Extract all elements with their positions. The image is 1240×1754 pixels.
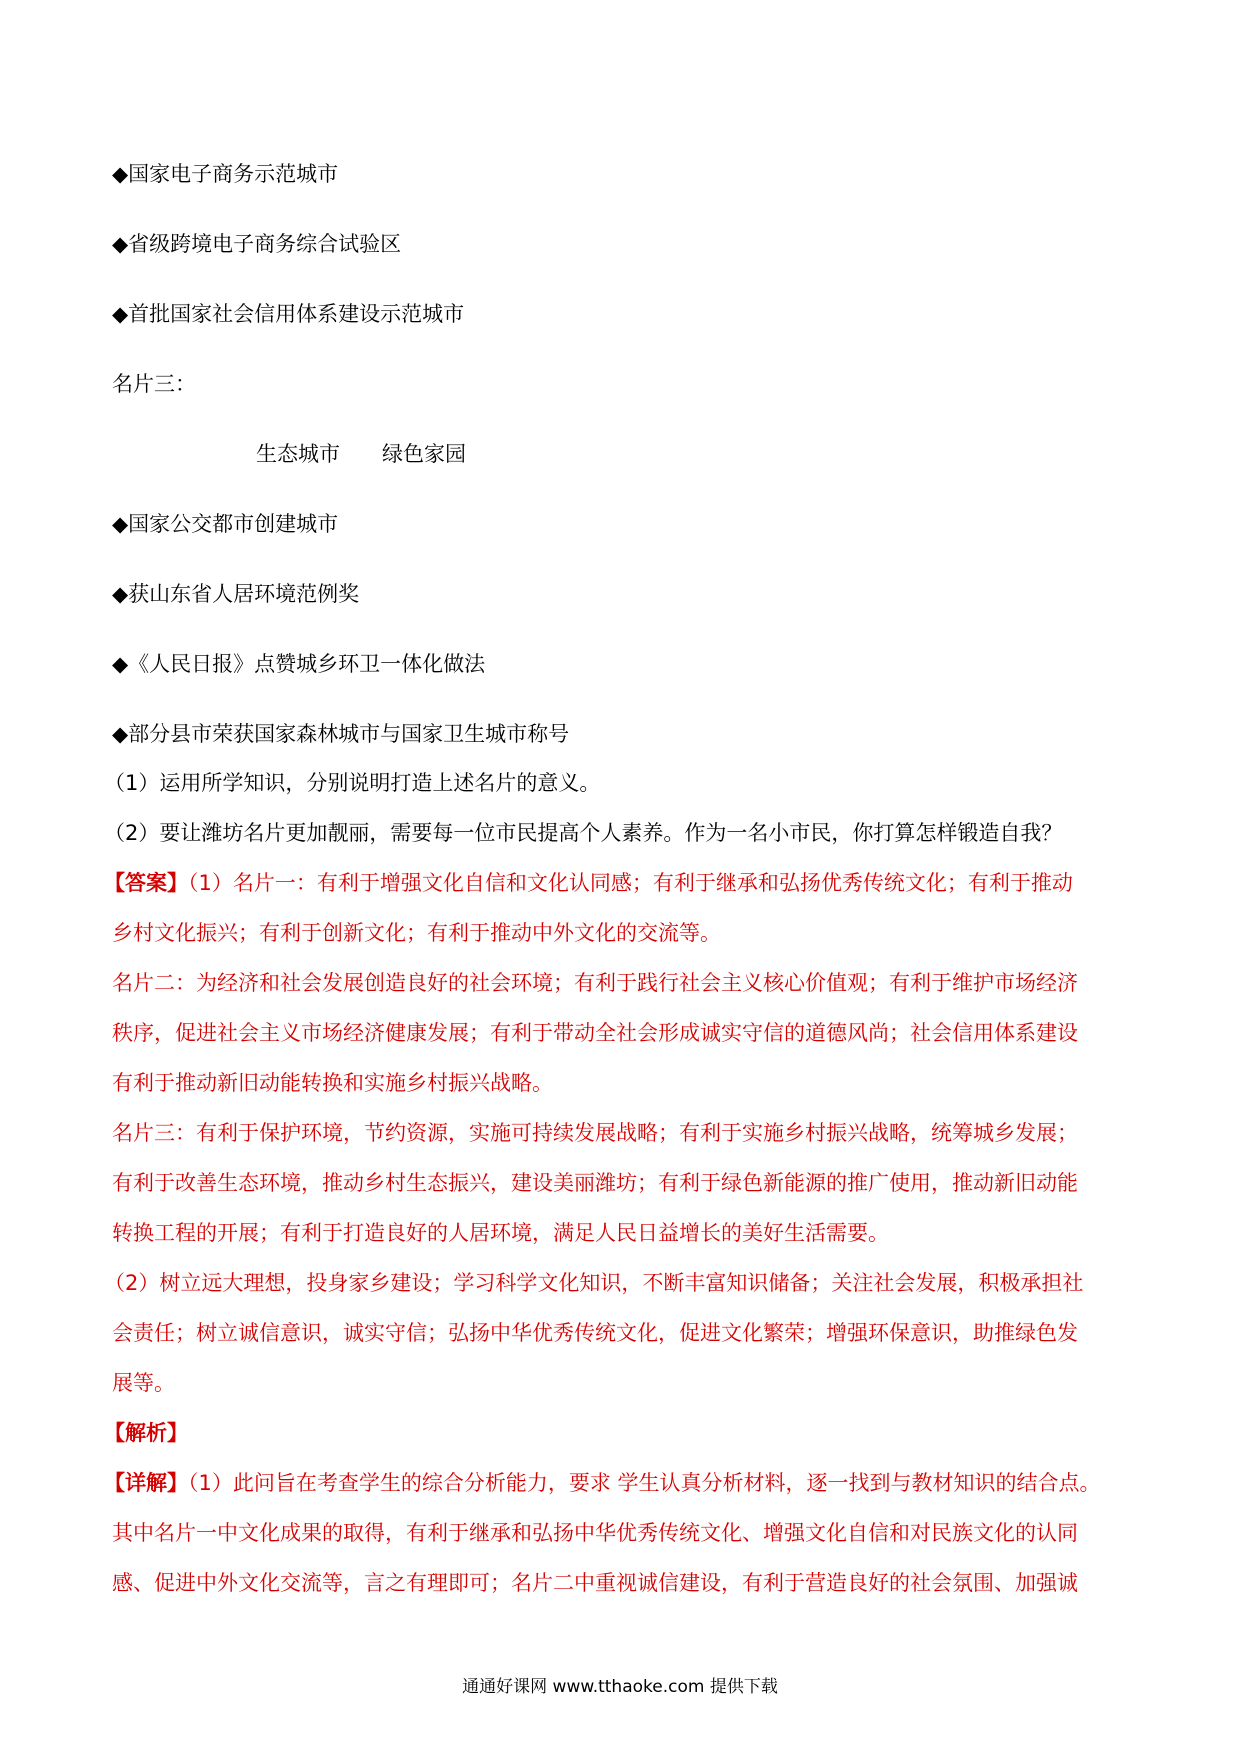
- list-item: ◆国家电子商务示范城市: [112, 162, 339, 186]
- answer-line-5: 有利于推动新旧动能转换和实施乡村振兴战略。: [112, 1071, 553, 1095]
- question-1: （1）运用所学知识，分别说明打造上述名片的意义。: [104, 771, 601, 795]
- analysis-tag: 【解析】: [104, 1421, 188, 1445]
- detail-tag: 【详解】: [104, 1471, 188, 1495]
- answer-line-3: 名片二：为经济和社会发展创造良好的社会环境；有利于践行社会主义核心价值观；有利于维护市场经济: [112, 971, 1078, 995]
- list-item: ◆国家公交都市创建城市: [112, 512, 339, 536]
- card3-slogan: 生态城市 绿色家园: [256, 442, 466, 466]
- answer-line-1: 【答案】（1）名片一：有利于增强文化自信和文化认同感；有利于继承和弘扬优秀传统文化；有利于推动: [104, 871, 1073, 895]
- detail-line-1: 【详解】（1）此问旨在考查学生的综合分析能力，要求 学生认真分析材料，逐一找到与教材知识的结合点。: [104, 1471, 1101, 1495]
- answer-tag: 【答案】: [104, 871, 188, 895]
- card3-label: 名片三：: [112, 372, 196, 396]
- list-item: ◆获山东省人居环境范例奖: [112, 582, 360, 606]
- detail-line-3: 感、促进中外文化交流等，言之有理即可；名片二中重视诚信建设，有利于营造良好的社会氛围、加强诚: [112, 1571, 1078, 1595]
- detail-line-2: 其中名片一中文化成果的取得，有利于继承和弘扬中华优秀传统文化、增强文化自信和对民族文化的认同: [112, 1521, 1078, 1545]
- list-item: ◆部分县市荣获国家森林城市与国家卫生城市称号: [112, 722, 570, 746]
- answer-line-4: 秩序，促进社会主义市场经济健康发展；有利于带动全社会形成诚实守信的道德风尚；社会信用体系建设: [112, 1021, 1078, 1045]
- answer-line-7: 有利于改善生态环境，推动乡村生态振兴，建设美丽潍坊；有利于绿色新能源的推广使用，推动新旧动能: [112, 1171, 1078, 1195]
- list-item: ◆《人民日报》点赞城乡环卫一体化做法: [112, 652, 486, 676]
- list-item: ◆省级跨境电子商务综合试验区: [112, 232, 402, 256]
- page-footer: 通通好课网 www.tthaoke.com 提供下载: [462, 1677, 778, 1697]
- answer-line-6: 名片三：有利于保护环境，节约资源，实施可持续发展战略；有利于实施乡村振兴战略，统筹城乡发展；: [112, 1121, 1078, 1145]
- answer-line-2: 乡村文化振兴；有利于创新文化；有利于推动中外文化的交流等。: [112, 921, 721, 945]
- answer-line-8: 转换工程的开展；有利于打造良好的人居环境，满足人民日益增长的美好生活需要。: [112, 1221, 889, 1245]
- list-item: ◆首批国家社会信用体系建设示范城市: [112, 302, 465, 326]
- question-2: （2）要让潍坊名片更加靓丽，需要每一位市民提高个人素养。作为一名小市民，你打算怎样锻造自我？: [104, 821, 1063, 845]
- answer-line-11: 展等。: [112, 1371, 175, 1395]
- answer-line-9: （2）树立远大理想，投身家乡建设；学习科学文化知识，不断丰富知识储备；关注社会发展，积极承担社: [104, 1271, 1084, 1295]
- answer-line-10: 会责任；树立诚信意识，诚实守信；弘扬中华优秀传统文化，促进文化繁荣；增强环保意识，助推绿色发: [112, 1321, 1078, 1345]
